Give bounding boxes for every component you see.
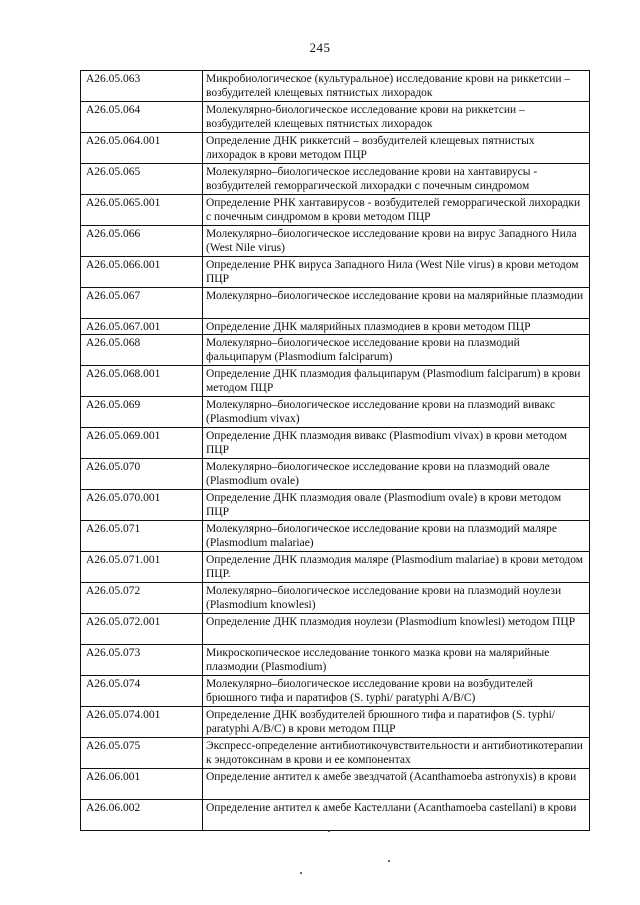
table-row — [81, 366, 590, 397]
service-code: A26.05.069 — [81, 397, 203, 428]
service-code: A26.05.070 — [81, 459, 203, 490]
service-description: Определение ДНК возбудителей брюшного тифа и паратифов (S. typhi/ paratyphi A/B/C) в крови методом ПЦР — [203, 707, 590, 738]
service-code: A26.05.066.001 — [81, 257, 203, 288]
table-row — [81, 102, 590, 133]
service-description: Молекулярно–биологическое исследование крови на плазмодий фальципарум (Plasmodium falciparum) — [203, 335, 590, 366]
service-description: Определение ДНК плазмодия фальципарум (Plasmodium falciparum) в крови методом ПЦР — [203, 366, 590, 397]
table-row — [81, 707, 590, 738]
table-row — [81, 257, 590, 288]
service-code: A26.05.067.001 — [81, 319, 203, 335]
table-row — [81, 335, 590, 366]
service-code: A26.05.069.001 — [81, 428, 203, 459]
table-row — [81, 676, 590, 707]
table-row — [81, 133, 590, 164]
service-code: A26.05.063 — [81, 71, 203, 102]
service-code: A26.05.071 — [81, 521, 203, 552]
service-code: A26.05.075 — [81, 738, 203, 769]
table-row — [81, 428, 590, 459]
service-code: A26.05.071.001 — [81, 552, 203, 583]
service-code: A26.05.065 — [81, 164, 203, 195]
table-row — [81, 800, 590, 831]
service-description: Молекулярно–биологическое исследование крови на малярийные плазмодии — [203, 288, 590, 319]
service-code: A26.06.001 — [81, 769, 203, 800]
table-row — [81, 459, 590, 490]
service-code: A26.05.074 — [81, 676, 203, 707]
service-code: A26.05.073 — [81, 645, 203, 676]
table-row — [81, 614, 590, 645]
table-row — [81, 490, 590, 521]
service-description: Определение ДНК риккетсий – возбудителей клещевых пятнистых лихорадок в крови методом ПЦР — [203, 133, 590, 164]
service-code: A26.06.002 — [81, 800, 203, 831]
service-code: A26.05.064 — [81, 102, 203, 133]
scan-speck — [388, 860, 390, 862]
service-description: Определение РНК вируса Западного Нила (West Nile virus) в крови методом ПЦР — [203, 257, 590, 288]
table-row — [81, 319, 590, 335]
service-code: A26.05.064.001 — [81, 133, 203, 164]
table-row — [81, 71, 590, 102]
service-description: Определение антител к амебе Кастеллани (Acanthamoeba castellani) в крови — [203, 800, 590, 831]
service-description: Молекулярно–биологическое исследование крови на возбудителей брюшного тифа и паратифов (S. typhi/ paratyphi A/B/C) — [203, 676, 590, 707]
services-table — [80, 70, 590, 831]
service-description: Определение ДНК плазмодия ноулези (Plasmodium knowlesi) методом ПЦР — [203, 614, 590, 645]
service-description: Определение РНК хантавирусов - возбудителей геморрагической лихорадки с почечным синдромом в крови методом ПЦР — [203, 195, 590, 226]
service-description: Молекулярно–биологическое исследование крови на плазмодий маляре (Plasmodium malariae) — [203, 521, 590, 552]
service-description: Экспресс-определение антибиотикочувствительности и антибиотикотерапии к эндотоксинам в крови и ее компонентах — [203, 738, 590, 769]
service-code: A26.05.066 — [81, 226, 203, 257]
table-row — [81, 288, 590, 319]
table-row — [81, 583, 590, 614]
table-row — [81, 226, 590, 257]
service-code: A26.05.068 — [81, 335, 203, 366]
service-description: Определение ДНК плазмодия вивакс (Plasmodium vivax) в крови методом ПЦР — [203, 428, 590, 459]
scan-speck — [300, 872, 302, 874]
service-description: Определение антител к амебе звездчатой (Acanthamoeba astronyxis) в крови — [203, 769, 590, 800]
service-description: Молекулярно–биологическое исследование крови на плазмодий ноулези (Plasmodium knowlesi) — [203, 583, 590, 614]
service-code: A26.05.072 — [81, 583, 203, 614]
service-description: Молекулярно–биологическое исследование крови на плазмодий вивакс (Plasmodium vivax) — [203, 397, 590, 428]
service-description: Определение ДНК малярийных плазмодиев в крови методом ПЦР — [203, 319, 590, 335]
service-code: A26.05.068.001 — [81, 366, 203, 397]
service-code: A26.05.067 — [81, 288, 203, 319]
service-code: A26.05.072.001 — [81, 614, 203, 645]
service-code: A26.05.070.001 — [81, 490, 203, 521]
service-description: Молекулярно–биологическое исследование крови на вирус Западного Нила (West Nile virus) — [203, 226, 590, 257]
scan-speck — [328, 830, 330, 832]
table-row — [81, 645, 590, 676]
service-description: Определение ДНК плазмодия маляре (Plasmodium malariae) в крови методом ПЦР. — [203, 552, 590, 583]
service-description: Определение ДНК плазмодия овале (Plasmodium ovale) в крови методом ПЦР — [203, 490, 590, 521]
service-description: Молекулярно-биологическое исследование крови на риккетсии – возбудителей клещевых пятнистых лихорадок — [203, 102, 590, 133]
table-row — [81, 195, 590, 226]
service-code: A26.05.074.001 — [81, 707, 203, 738]
table-row — [81, 769, 590, 800]
service-code: A26.05.065.001 — [81, 195, 203, 226]
service-description: Микроскопическое исследование тонкого мазка крови на малярийные плазмодии (Plasmodium) — [203, 645, 590, 676]
table-row — [81, 521, 590, 552]
table-row — [81, 164, 590, 195]
service-description: Микробиологическое (культуральное) исследование крови на риккетсии – возбудителей клещевых пятнистых лихорадок — [203, 71, 590, 102]
table-row — [81, 552, 590, 583]
table-row — [81, 397, 590, 428]
service-description: Молекулярно–биологическое исследование крови на плазмодий овале (Plasmodium ovale) — [203, 459, 590, 490]
service-description: Молекулярно–биологическое исследование крови на хантавирусы - возбудителей геморрагической лихорадки с почечным синдромом — [203, 164, 590, 195]
table-row — [81, 738, 590, 769]
page-number: 245 — [309, 40, 331, 55]
